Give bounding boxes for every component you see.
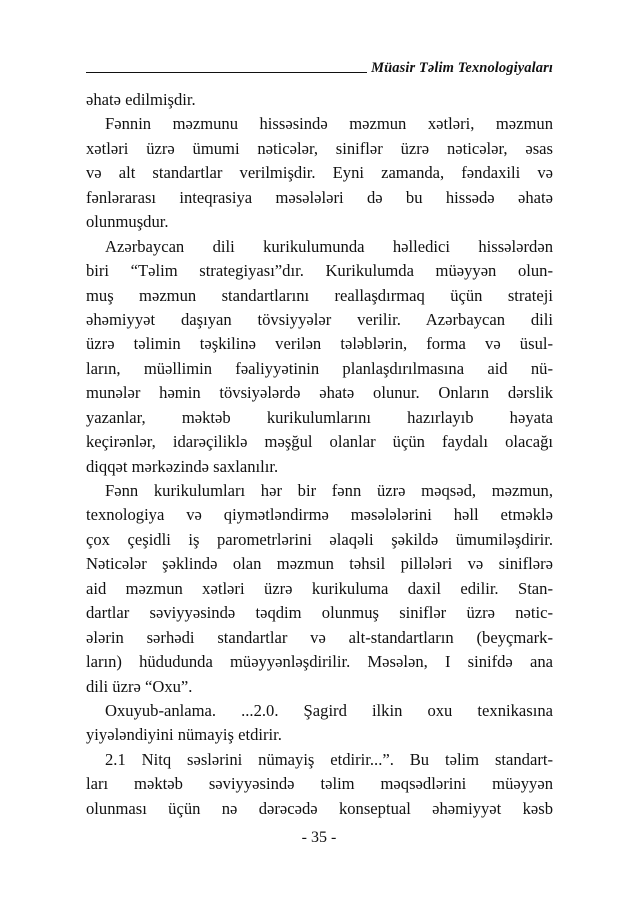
text-line: ları məktəb səviyyəsində təlim məqsədlərini müəyyən — [86, 774, 553, 794]
text-line: və alt standartlar verilmişdir. Eyni zamanda, fəndaxili və — [86, 163, 553, 183]
running-header — [86, 57, 553, 77]
text-line: olunmuşdur. — [86, 212, 169, 232]
text-line: əhatə edilmişdir. — [86, 90, 196, 109]
text-line: keçirənlər, idarəçiliklə məşğul olanlar üçün faydalı olacağı — [86, 432, 553, 452]
running-header-title: Müasir Təlim Texnologiyaları — [371, 60, 553, 76]
text-line: əhəmiyyət daşıyan tövsiyyələr verilir. Azərbaycan dili — [86, 309, 553, 329]
text-line: muş məzmun standartlarını reallaşdırmaq üçün strateji — [86, 285, 553, 305]
text-line: fənlərarası inteqrasiya məsələləri də bu hissədə əhatə — [86, 187, 553, 207]
text-line: biri “Təlim strategiyası”dır. Kurikulumda müəyyən olun- — [86, 261, 553, 281]
text-line: dartlar səviyyəsində təqdim olunmuş siniflər üzrə nətic- — [86, 603, 553, 623]
text-line: olunması üçün nə dərəcədə konseptual əhəmiyyət kəsb — [86, 798, 553, 818]
text-line: munələr həmin tövsiyələrdə əhatə olunur. Onların dərslik — [86, 383, 553, 403]
text-line: Fənn kurikulumları hər bir fənn üzrə məqsəd, məzmun, — [105, 481, 553, 500]
text-line: yazanlar, məktəb kurikulumlarını hazırlayıb həyata — [86, 407, 553, 427]
text-line: ların) hüdudunda müəyyənləşdirilir. Məsələn, I sinifdə ana — [86, 652, 553, 672]
text-line: dili üzrə “Oxu”. — [86, 676, 193, 696]
text-line: üzrə təlimin təşkilinə verilən tələblərin, forma və üsul- — [86, 334, 553, 354]
text-line: Nəticələr şəklində olan məzmun təhsil pillələri və siniflərə — [86, 554, 553, 574]
page-number: - 35 - — [301, 829, 337, 846]
text-line: ələrin sərhədi standartlar və alt-standartların (beyçmark- — [86, 627, 553, 647]
text-line: ların, müəllimin fəaliyyətinin planlaşdırılmasına aid nü- — [86, 358, 553, 378]
text-line: çox çeşidli iş parometrlərini əlaqəli şəkildə ümumiləşdirir. — [86, 529, 553, 549]
text-line: Oxuyub-anlama. ...2.0. Şagird ilkin oxu texnikasına — [105, 700, 553, 720]
text-line: xətləri üzrə ümumi nəticələr, siniflər üzrə nəticələr, əsas — [86, 138, 553, 158]
text-line: texnologiya və qiymətləndirmə məsələlərini həll etməklə — [86, 505, 553, 525]
body-text — [86, 88, 553, 821]
text-line: 2.1 Nitq səslərini nümayiş etdirir...”. Bu təlim standart- — [105, 749, 553, 769]
text-line: Azərbaycan dili kurikulumunda həlledici hissələrdən — [105, 236, 553, 256]
text-line: aid məzmun xətləri üzrə kurikuluma daxil edilir. Stan- — [86, 578, 553, 598]
text-line: Fənnin məzmunu hissəsində məzmun xətləri, məzmun — [105, 114, 553, 134]
header-rule — [86, 72, 367, 73]
text-line: yiyələndiyini nümayiş etdirir. — [86, 725, 282, 745]
text-line: diqqət mərkəzində saxlanılır. — [86, 456, 279, 476]
